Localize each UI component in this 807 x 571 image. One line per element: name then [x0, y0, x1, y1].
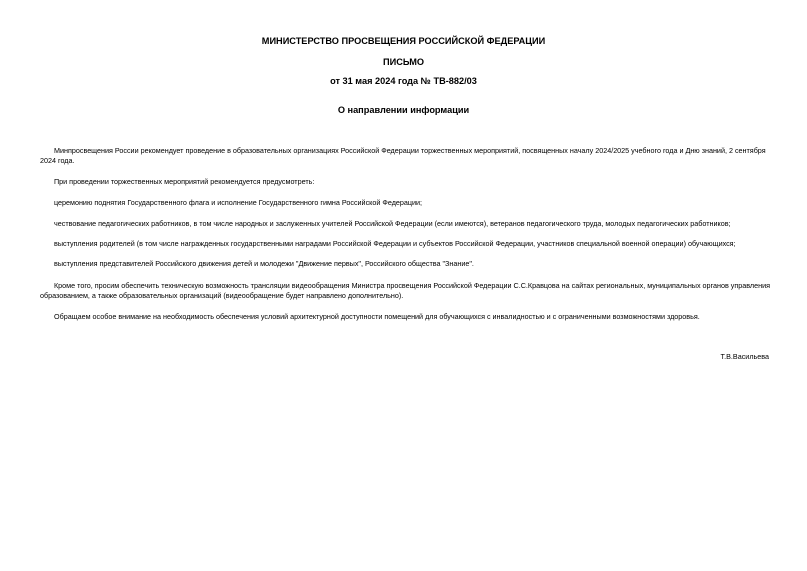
document-date-number: от 31 мая 2024 года № ТВ-882/03: [330, 76, 477, 86]
paragraph-youth-movement: выступления представителей Российского движения детей и молодежи "Движение первых", Российского общества "Знание".: [54, 259, 474, 268]
document-type: ПИСЬМО: [382, 57, 425, 67]
paragraph-parents-speeches: выступления родителей (в том числе награжденных государственными наградами Российской Федерации и субъектов Российской Федерации, участников специальной военной операции) обучающихся;: [54, 239, 736, 248]
signature: Т.В.Васильева: [720, 352, 769, 361]
paragraph-video-broadcast: Кроме того, просим обеспечить техническую возможность трансляции видеообращения Министра просвещения Российской Федерации С.С.Кравцова на сайтах региональных, муниципальных органов управления образованием, а также образовательных организаций (видеообращение будет направлено дополнительно).: [40, 281, 770, 301]
document-subject: О направлении информации: [337, 105, 470, 115]
paragraph-recommendation: Минпросвещения России рекомендует проведение в образовательных организациях Российской Федерации торжественных мероприятий, посвященных началу 2024/2025 учебного года и Дню знаний, 2 сентября 2024 года.: [40, 146, 766, 166]
paragraph-flag-ceremony: церемонию поднятия Государственного флага и исполнение Государственного гимна Российской Федерации;: [54, 198, 423, 207]
paragraph-teachers-honoring: чествование педагогических работников, в том числе народных и заслуженных учителей Российской Федерации (если имеются), ветеранов педагогического труда, молодых педагогических работников;: [54, 219, 731, 228]
paragraph-provisions-intro: При проведении торжественных мероприятий рекомендуется предусмотреть:: [54, 177, 315, 186]
paragraph-accessibility: Обращаем особое внимание на необходимость обеспечения условий архитектурной доступности помещений для обучающихся с инвалидностью и с ограниченными возможностями здоровья.: [54, 312, 700, 321]
ministry-title: МИНИСТЕРСТВО ПРОСВЕЩЕНИЯ РОССИЙСКОЙ ФЕДЕРАЦИИ: [261, 36, 546, 46]
